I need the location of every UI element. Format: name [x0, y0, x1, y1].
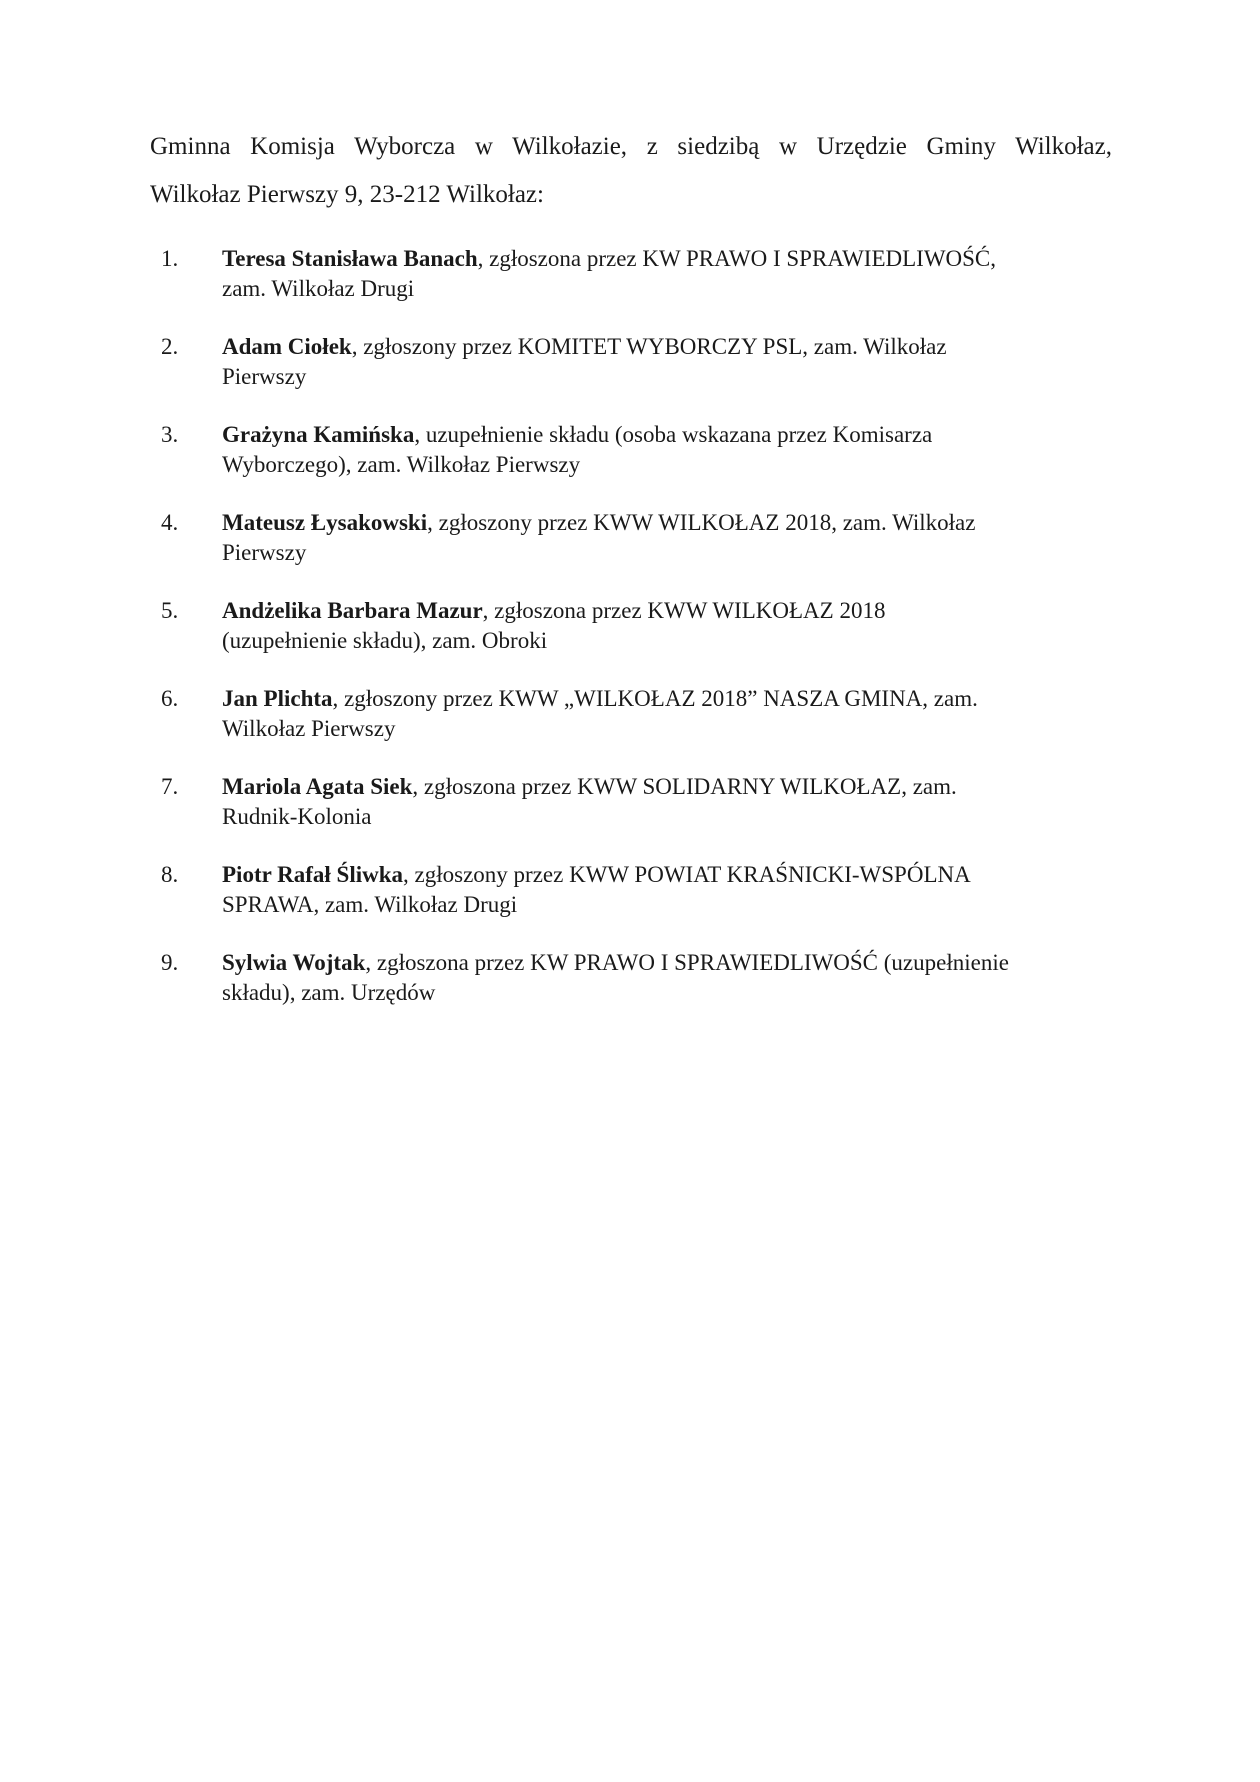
list-item [0, 684, 1102, 744]
member-address: Pierwszy [222, 364, 307, 389]
member-address: SPRAWA, zam. Wilkołaz Drugi [222, 892, 518, 917]
member-details: , zgłoszony przez KOMITET WYBORCZY PSL, zam. Wilkołaz [351, 334, 947, 359]
list-item [0, 244, 1102, 304]
member-name: Grażyna Kamińska [222, 422, 415, 447]
intro-line: Gminna Komisja Wyborcza w Wilkołazie, z siedzibą w Urzędzie Gminy Wilkołaz, [150, 133, 1112, 160]
intro-paragraph [150, 123, 1112, 219]
list-item-number: 4. [161, 510, 179, 535]
member-name: Jan Plichta [222, 686, 333, 711]
member-address: Wyborczego), zam. Wilkołaz Pierwszy [222, 452, 581, 477]
member-address: zam. Wilkołaz Drugi [222, 276, 415, 301]
member-details: , zgłoszona przez KWW WILKOŁAZ 2018 [482, 598, 886, 623]
member-details: , zgłoszony przez KWW POWIAT KRAŚNICKI-WSPÓLNA [403, 862, 971, 887]
intro-line: Wilkołaz Pierwszy 9, 23-212 Wilkołaz: [150, 181, 544, 208]
list-item-line [222, 508, 1102, 538]
member-name: Mariola Agata Siek [222, 774, 413, 799]
list-item-line [222, 244, 1102, 274]
list-item [0, 948, 1102, 1008]
member-details: , zgłoszony przez KWW „WILKOŁAZ 2018” NASZA GMINA, zam. [332, 686, 978, 711]
member-address: (uzupełnienie składu), zam. Obroki [222, 628, 548, 653]
list-item [0, 772, 1102, 832]
member-name: Adam Ciołek [222, 334, 352, 359]
member-name: Andżelika Barbara Mazur [222, 598, 483, 623]
member-details: , uzupełnienie składu (osoba wskazana przez Komisarza [414, 422, 933, 447]
member-details: , zgłoszona przez KWW SOLIDARNY WILKOŁAZ, zam. [412, 774, 957, 799]
list-item-number: 8. [161, 862, 179, 887]
list-item [0, 508, 1102, 568]
member-address: Wilkołaz Pierwszy [222, 716, 396, 741]
member-list [0, 244, 1260, 1036]
list-item-number: 9. [161, 950, 179, 975]
list-item-line [222, 596, 1102, 626]
list-item-number: 6. [161, 686, 179, 711]
member-address: Pierwszy [222, 540, 307, 565]
list-item-line [222, 772, 1102, 802]
list-item-number: 3. [161, 422, 179, 447]
list-item [0, 332, 1102, 392]
list-item [0, 860, 1102, 920]
member-name: Piotr Rafał Śliwka [222, 862, 404, 887]
member-name: Sylwia Wojtak [222, 950, 366, 975]
member-details: , zgłoszony przez KWW WILKOŁAZ 2018, zam. Wilkołaz [427, 510, 976, 535]
member-address: składu), zam. Urzędów [222, 980, 436, 1005]
list-item [0, 596, 1102, 656]
list-item-line [222, 684, 1102, 714]
list-item [0, 420, 1102, 480]
list-item-line [222, 860, 1102, 890]
list-item-line [222, 332, 1102, 362]
member-details: , zgłoszona przez KW PRAWO I SPRAWIEDLIWOŚĆ (uzupełnienie [365, 950, 1009, 975]
list-item-line [222, 948, 1102, 978]
member-name: Mateusz Łysakowski [222, 510, 428, 535]
list-item-number: 5. [161, 598, 179, 623]
member-name: Teresa Stanisława Banach [222, 246, 478, 271]
list-item-number: 2. [161, 334, 179, 359]
list-item-number: 7. [161, 774, 179, 799]
list-item-number: 1. [161, 246, 179, 271]
list-item-line [222, 420, 1102, 450]
member-address: Rudnik-Kolonia [222, 804, 372, 829]
member-details: , zgłoszona przez KW PRAWO I SPRAWIEDLIWOŚĆ, [477, 246, 997, 271]
